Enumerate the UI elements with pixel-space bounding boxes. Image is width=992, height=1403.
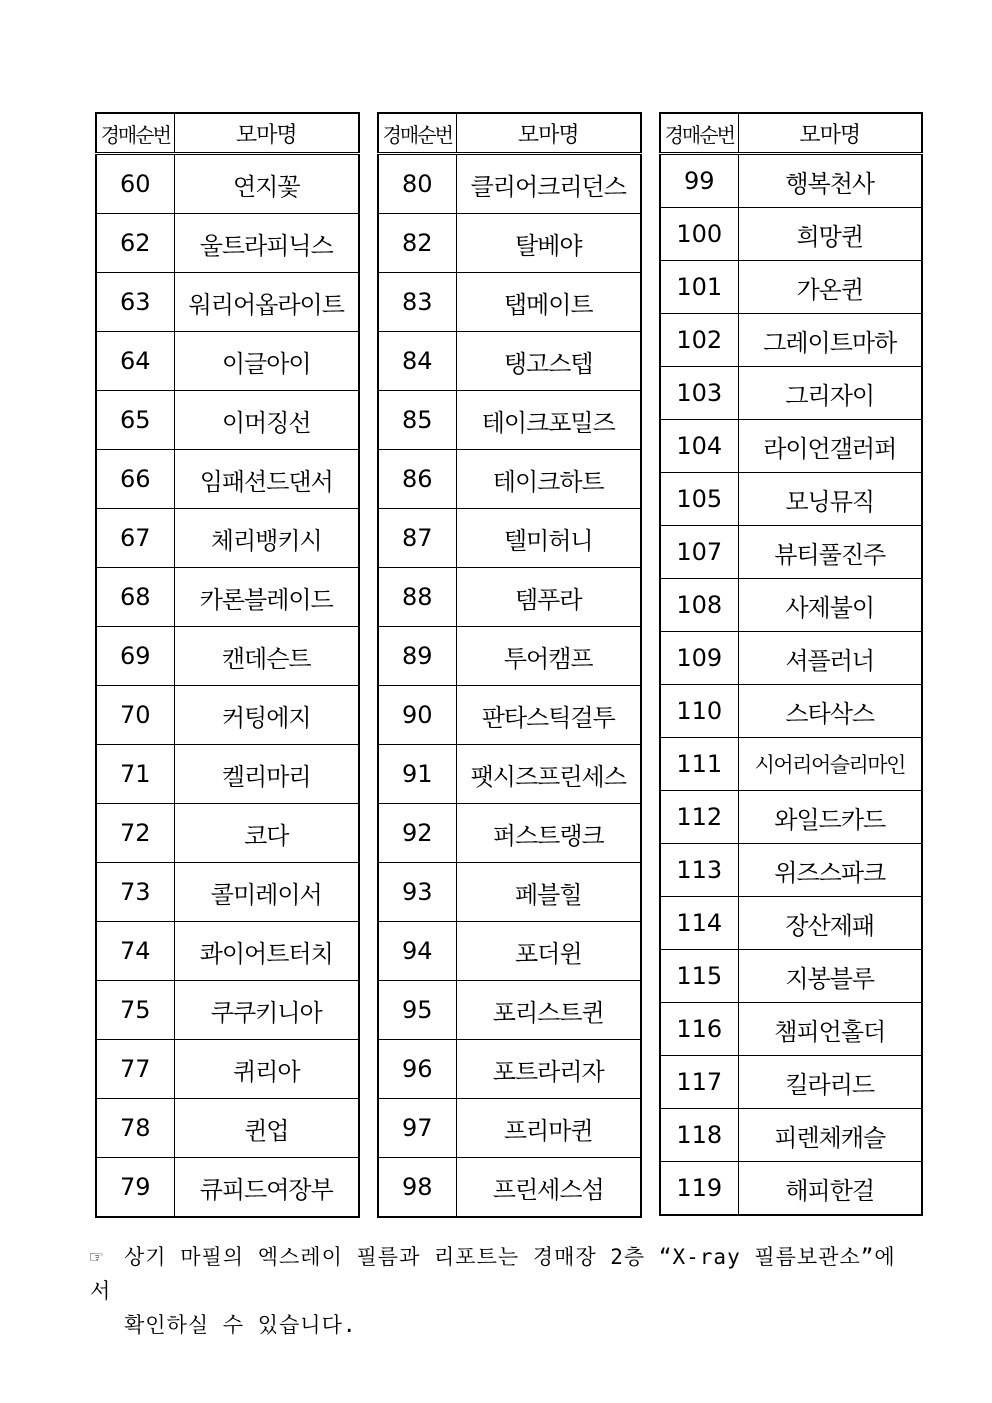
auction-number-cell: 110: [660, 685, 738, 738]
horse-name-cell: 클리어크리던스: [456, 154, 641, 214]
horse-name-cell: 켈리마리: [174, 745, 359, 804]
auction-number-cell: 93: [378, 863, 456, 922]
horse-name-cell: 지봉블루: [738, 950, 922, 1003]
horse-name-cell: 투어캠프: [456, 627, 641, 686]
auction-number-cell: 80: [378, 154, 456, 214]
table-row: [660, 685, 922, 738]
horse-name-cell: 퍼스트랭크: [456, 804, 641, 863]
auction-number-cell: 114: [660, 897, 738, 950]
note-line-2: 확인하실 수 있습니다.: [124, 1313, 357, 1337]
horse-name-cell: 페블힐: [456, 863, 641, 922]
auction-table-1: [95, 112, 360, 1218]
table-row: [660, 208, 922, 261]
table-row: [96, 863, 359, 922]
table-row: [660, 1003, 922, 1056]
horse-name-cell: 와일드카드: [738, 791, 922, 844]
horse-name-cell: 사제불이: [738, 579, 922, 632]
horse-name-cell: 연지꽃: [174, 154, 359, 214]
auction-number-cell: 60: [96, 154, 174, 214]
table-row: [660, 632, 922, 685]
auction-number-cell: 74: [96, 922, 174, 981]
table-row: [378, 1040, 641, 1099]
auction-number-cell: 98: [378, 1158, 456, 1218]
table-row: [660, 1056, 922, 1109]
auction-number-cell: 105: [660, 473, 738, 526]
auction-number-cell: 88: [378, 568, 456, 627]
header-horse-name: 모마명: [738, 113, 922, 154]
auction-number-cell: 94: [378, 922, 456, 981]
table-row: [660, 473, 922, 526]
auction-number-cell: 90: [378, 686, 456, 745]
horse-name-cell: 콜미레이서: [174, 863, 359, 922]
auction-number-cell: 64: [96, 332, 174, 391]
table-row: [378, 332, 641, 391]
table-row: [96, 568, 359, 627]
auction-number-cell: 70: [96, 686, 174, 745]
table-row: [378, 509, 641, 568]
table-row: [378, 981, 641, 1040]
horse-name-cell: 텔미허니: [456, 509, 641, 568]
table-row: [378, 804, 641, 863]
auction-number-cell: 108: [660, 579, 738, 632]
horse-name-cell: 셔플러너: [738, 632, 922, 685]
horse-name-cell: 탭메이트: [456, 273, 641, 332]
horse-name-cell: 워리어옵라이트: [174, 273, 359, 332]
auction-number-cell: 102: [660, 314, 738, 367]
table-row: [96, 686, 359, 745]
horse-name-cell: 템푸라: [456, 568, 641, 627]
auction-number-cell: 96: [378, 1040, 456, 1099]
header-auction-number: 경매순번: [660, 113, 738, 154]
horse-name-cell: 그리자이: [738, 367, 922, 420]
table-row: [378, 568, 641, 627]
header-horse-name: 모마명: [456, 113, 641, 154]
auction-number-cell: 66: [96, 450, 174, 509]
horse-name-cell: 카론블레이드: [174, 568, 359, 627]
horse-name-cell: 쿠쿠키니아: [174, 981, 359, 1040]
horse-name-cell: 킬라리드: [738, 1056, 922, 1109]
horse-name-cell: 테이크포밀즈: [456, 391, 641, 450]
table-row: [96, 981, 359, 1040]
table-row: [660, 420, 922, 473]
table-row: [378, 1158, 641, 1218]
table-row: [96, 922, 359, 981]
auction-number-cell: 89: [378, 627, 456, 686]
table-row: [660, 897, 922, 950]
auction-number-cell: 71: [96, 745, 174, 804]
horse-name-cell: 피렌체캐슬: [738, 1109, 922, 1162]
auction-number-cell: 103: [660, 367, 738, 420]
table-row: [378, 391, 641, 450]
table-row: [660, 261, 922, 314]
horse-name-cell: 탈베야: [456, 214, 641, 273]
horse-name-cell: 콰이어트터치: [174, 922, 359, 981]
table-row: [660, 1162, 922, 1216]
table-row: [96, 332, 359, 391]
table-row: [96, 450, 359, 509]
auction-number-cell: 73: [96, 863, 174, 922]
auction-number-cell: 117: [660, 1056, 738, 1109]
table-row: [660, 367, 922, 420]
auction-number-cell: 79: [96, 1158, 174, 1218]
table-row: [378, 686, 641, 745]
table-row: [96, 214, 359, 273]
table-row: [96, 1099, 359, 1158]
horse-name-cell: 캔데슨트: [174, 627, 359, 686]
horse-name-cell: 시어리어슬리마인: [738, 738, 922, 791]
table-row: [96, 273, 359, 332]
auction-number-cell: 78: [96, 1099, 174, 1158]
table-row: [378, 745, 641, 804]
table-row: [660, 314, 922, 367]
auction-number-cell: 63: [96, 273, 174, 332]
table-row: [378, 922, 641, 981]
auction-number-cell: 75: [96, 981, 174, 1040]
auction-number-cell: 82: [378, 214, 456, 273]
auction-number-cell: 115: [660, 950, 738, 1003]
horse-name-cell: 라이언갤러퍼: [738, 420, 922, 473]
auction-number-cell: 92: [378, 804, 456, 863]
horse-name-cell: 코다: [174, 804, 359, 863]
auction-number-cell: 83: [378, 273, 456, 332]
table-row: [660, 791, 922, 844]
table-header-row: [660, 113, 922, 154]
auction-number-cell: 104: [660, 420, 738, 473]
auction-number-cell: 112: [660, 791, 738, 844]
auction-number-cell: 62: [96, 214, 174, 273]
horse-name-cell: 가온퀸: [738, 261, 922, 314]
auction-table-2: [377, 112, 642, 1218]
horse-name-cell: 퀸업: [174, 1099, 359, 1158]
auction-number-cell: 113: [660, 844, 738, 897]
auction-number-cell: 85: [378, 391, 456, 450]
auction-number-cell: 91: [378, 745, 456, 804]
table-row: [96, 154, 359, 214]
horse-name-cell: 체리뱅키시: [174, 509, 359, 568]
table-row: [378, 154, 641, 214]
auction-number-cell: 95: [378, 981, 456, 1040]
auction-number-cell: 100: [660, 208, 738, 261]
horse-name-cell: 판타스틱걸투: [456, 686, 641, 745]
horse-name-cell: 포더윈: [456, 922, 641, 981]
header-auction-number: 경매순번: [96, 113, 174, 154]
auction-number-cell: 72: [96, 804, 174, 863]
table-row: [96, 745, 359, 804]
horse-name-cell: 포트라리자: [456, 1040, 641, 1099]
auction-number-cell: 87: [378, 509, 456, 568]
auction-number-cell: 99: [660, 154, 738, 208]
horse-name-cell: 퀴리아: [174, 1040, 359, 1099]
table-body: [378, 154, 641, 1218]
horse-name-cell: 커팅에지: [174, 686, 359, 745]
auction-number-cell: 111: [660, 738, 738, 791]
horse-name-cell: 위즈스파크: [738, 844, 922, 897]
horse-name-cell: 프리마퀸: [456, 1099, 641, 1158]
auction-number-cell: 107: [660, 526, 738, 579]
table-row: [378, 627, 641, 686]
table-header-row: [96, 113, 359, 154]
table-row: [660, 844, 922, 897]
horse-name-cell: 뷰티풀진주: [738, 526, 922, 579]
table-row: [660, 738, 922, 791]
auction-number-cell: 109: [660, 632, 738, 685]
table-row: [660, 950, 922, 1003]
table-row: [660, 526, 922, 579]
auction-number-cell: 84: [378, 332, 456, 391]
horse-name-cell: 그레이트마하: [738, 314, 922, 367]
auction-number-cell: 118: [660, 1109, 738, 1162]
auction-number-cell: 77: [96, 1040, 174, 1099]
horse-name-cell: 큐피드여장부: [174, 1158, 359, 1218]
table-row: [96, 1158, 359, 1218]
horse-name-cell: 모닝뮤직: [738, 473, 922, 526]
horse-name-cell: 행복천사: [738, 154, 922, 208]
table-row: [378, 273, 641, 332]
auction-number-cell: 116: [660, 1003, 738, 1056]
horse-name-cell: 스타삭스: [738, 685, 922, 738]
header-horse-name: 모마명: [174, 113, 359, 154]
horse-name-cell: 장산제패: [738, 897, 922, 950]
table-row: [660, 1109, 922, 1162]
auction-number-cell: 65: [96, 391, 174, 450]
table-body: [660, 154, 922, 1216]
table-body: [96, 154, 359, 1218]
table-row: [378, 863, 641, 922]
auction-number-cell: 68: [96, 568, 174, 627]
horse-name-cell: 프린세스섬: [456, 1158, 641, 1218]
horse-name-cell: 울트라피닉스: [174, 214, 359, 273]
table-row: [378, 1099, 641, 1158]
table-row: [96, 1040, 359, 1099]
auction-number-cell: 67: [96, 509, 174, 568]
table-row: [96, 391, 359, 450]
header-auction-number: 경매순번: [378, 113, 456, 154]
xray-note: [90, 1240, 910, 1342]
auction-table-3: [659, 112, 923, 1216]
table-row: [660, 154, 922, 208]
auction-number-cell: 69: [96, 627, 174, 686]
horse-name-cell: 희망퀸: [738, 208, 922, 261]
pointing-hand-icon: ☞: [90, 1245, 104, 1269]
table-row: [378, 214, 641, 273]
horse-name-cell: 이글아이: [174, 332, 359, 391]
horse-name-cell: 테이크하트: [456, 450, 641, 509]
horse-name-cell: 챔피언홀더: [738, 1003, 922, 1056]
note-line-1: 상기 마필의 엑스레이 필름과 리포트는 경매장 2층 “X-ray 필름보관소”에서: [90, 1245, 896, 1303]
table-row: [660, 579, 922, 632]
table-header-row: [378, 113, 641, 154]
auction-number-cell: 97: [378, 1099, 456, 1158]
auction-number-cell: 101: [660, 261, 738, 314]
horse-name-cell: 팻시즈프린세스: [456, 745, 641, 804]
horse-name-cell: 해피한걸: [738, 1162, 922, 1216]
table-row: [96, 509, 359, 568]
auction-number-cell: 86: [378, 450, 456, 509]
table-row: [96, 804, 359, 863]
table-row: [378, 450, 641, 509]
horse-name-cell: 임패션드댄서: [174, 450, 359, 509]
horse-name-cell: 이머징선: [174, 391, 359, 450]
table-row: [96, 627, 359, 686]
auction-number-cell: 119: [660, 1162, 738, 1216]
horse-name-cell: 포리스트퀸: [456, 981, 641, 1040]
horse-name-cell: 탱고스텝: [456, 332, 641, 391]
